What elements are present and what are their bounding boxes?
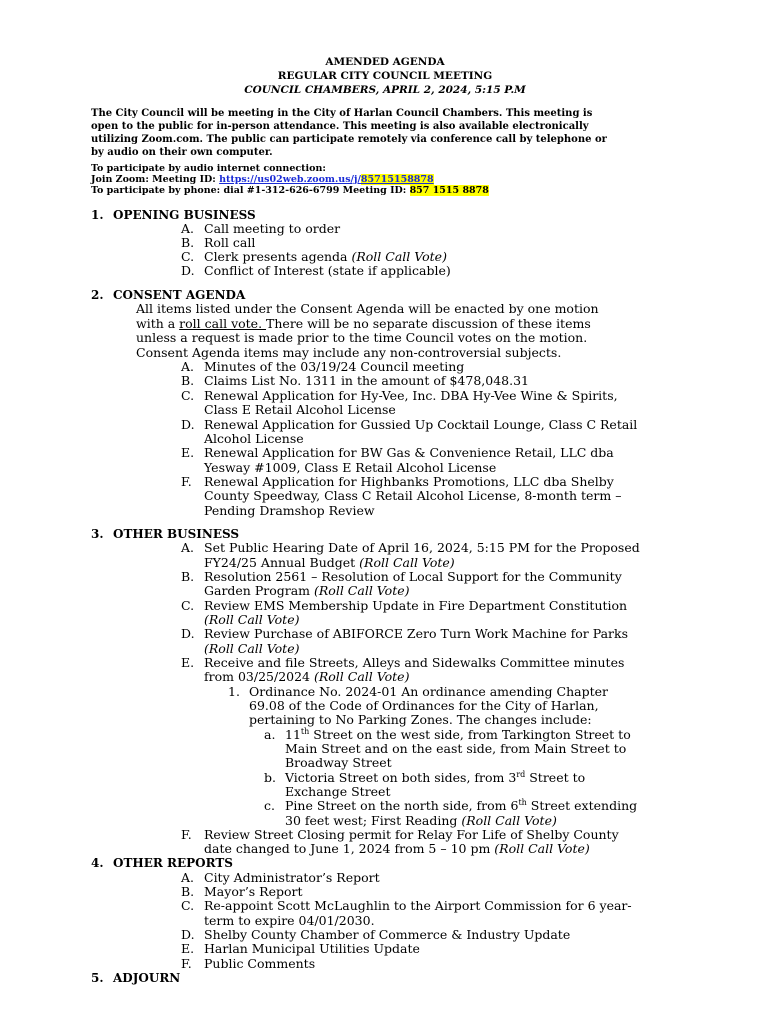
- item-letter: F.: [181, 474, 192, 489]
- item-text: Resolution 2561 – Resolution of Local Support for the Community: [204, 569, 622, 584]
- text-run: Street to: [525, 770, 586, 785]
- list-item: [181, 957, 315, 971]
- section-opening-business: [91, 208, 256, 222]
- item-text: Claims List No. 1311 in the amount of $478,048.31: [204, 373, 529, 388]
- item-letter: F.: [181, 827, 192, 842]
- item-text: Minutes of the 03/19/24 Council meeting: [204, 359, 465, 374]
- item-text: Call meeting to order: [204, 221, 341, 236]
- section-number: 5.: [91, 971, 104, 985]
- list-item: [181, 264, 451, 278]
- text-run: Pine Street on the north side, from 6: [285, 798, 519, 813]
- item-text: Re-appoint Scott McLaughlin to the Airport Commission for 6 year-: [204, 898, 632, 913]
- text-run: Garden Program: [204, 583, 315, 598]
- item-letter: 1.: [228, 684, 240, 699]
- item-letter: A.: [181, 540, 195, 555]
- item-continuation: [204, 842, 590, 856]
- text-run: date changed to June 1, 2024 from 5 – 10 pm: [204, 841, 495, 856]
- item-text: Review Street Closing permit for Relay For Life of Shelby County: [204, 827, 619, 842]
- item-letter: B.: [181, 884, 195, 899]
- item-continuation: County Speedway, Class C Retail Alcohol License, 8-month term –: [204, 488, 622, 503]
- item-continuation: term to expire 04/01/2030.: [204, 913, 375, 928]
- item-continuation: pertaining to No Parking Zones. The changes include:: [249, 712, 592, 727]
- item-letter: B.: [181, 235, 195, 250]
- section-number: 2.: [91, 288, 104, 302]
- item-continuation: [204, 584, 410, 598]
- intro-line: The City Council will be meeting in the City of Harlan Council Chambers. This meeting is: [91, 108, 593, 119]
- phone-meeting-id: 857 1515 8878: [409, 185, 489, 196]
- item-letter: E.: [181, 941, 195, 956]
- item-text: City Administrator’s Report: [204, 870, 380, 885]
- roll-call-note: (Roll Call Vote): [204, 612, 300, 627]
- item-text: Mayor’s Report: [204, 884, 303, 899]
- ordinal-suffix: th: [300, 726, 310, 736]
- roll-call-note: (Roll Call Vote): [204, 641, 300, 656]
- item-text: Roll call: [204, 235, 256, 250]
- intro-line: by audio on their own computer.: [91, 147, 273, 158]
- item-letter: B.: [181, 373, 195, 388]
- item-letter: C.: [181, 898, 195, 913]
- list-item: [181, 541, 640, 555]
- section-title: OTHER BUSINESS: [113, 527, 240, 541]
- zoom-link-id[interactable]: 85715158878: [360, 174, 434, 185]
- item-letter: A.: [181, 870, 195, 885]
- item-letter: C.: [181, 388, 195, 403]
- item-continuation: Yesway #1009, Class E Retail Alcohol License: [204, 460, 497, 475]
- roll-call-note: (Roll Call Vote): [494, 841, 590, 856]
- audio-label: To participate by audio internet connection:: [91, 163, 326, 174]
- list-item: [181, 374, 529, 388]
- zoom-join-line: [91, 174, 711, 185]
- item-continuation: Main Street and on the east side, from Main Street to: [285, 741, 627, 756]
- zoom-link-prefix[interactable]: https://us02web.zoom.us/j/: [219, 174, 361, 185]
- item-continuation: Alcohol License: [204, 431, 304, 446]
- zoom-link[interactable]: [219, 174, 434, 185]
- item-text: Harlan Municipal Utilities Update: [204, 941, 420, 956]
- section-title: CONSENT AGENDA: [113, 288, 246, 302]
- roll-call-note: (Roll Call Vote): [351, 249, 447, 264]
- underlined-text: roll call vote.: [179, 316, 267, 331]
- join-label: Join Zoom: Meeting ID:: [91, 174, 220, 185]
- roll-call-note: (Roll Call Vote): [313, 669, 410, 684]
- intro-line: utilizing Zoom.com. The public can participate remotely via conference call by telephone or: [91, 134, 607, 145]
- ordinal-suffix: rd: [516, 769, 526, 779]
- item-text: Clerk presents agenda: [204, 249, 352, 264]
- item-letter: E.: [181, 655, 195, 670]
- section-adjourn: [91, 971, 180, 985]
- item-continuation: 69.08 of the Code of Ordinances for the City of Harlan,: [249, 698, 599, 713]
- item-text: Renewal Application for Highbanks Promotions, LLC dba Shelby: [204, 474, 614, 489]
- item-text: Renewal Application for Hy-Vee, Inc. DBA Hy-Vee Wine & Spirits,: [204, 388, 618, 403]
- section-title: OPENING BUSINESS: [113, 208, 256, 222]
- text-run: 11: [285, 727, 301, 742]
- text-run: There will be no separate discussion of these items: [266, 316, 591, 331]
- consent-paragraph-line: unless a request is made prior to the time Council votes on the motion.: [136, 330, 588, 345]
- consent-paragraph-line: All items listed under the Consent Agenda will be enacted by one motion: [136, 301, 599, 316]
- phone-label: To participate by phone: dial #1-312-626-6799 Meeting ID:: [91, 185, 410, 196]
- item-text: Ordinance No. 2024-01 An ordinance amending Chapter: [249, 684, 608, 699]
- list-item: [181, 942, 420, 956]
- text-run: with a: [136, 316, 180, 331]
- item-letter: D.: [181, 417, 195, 432]
- roll-call-note: (Roll Call Vote): [359, 555, 455, 570]
- phone-line: [91, 185, 711, 196]
- item-text: Review EMS Membership Update in Fire Department Constitution: [204, 598, 628, 613]
- intro-line: open to the public for in-person attendance. This meeting is also available electronically: [91, 121, 589, 132]
- item-continuation: Class E Retail Alcohol License: [204, 402, 396, 417]
- list-item: [181, 446, 614, 460]
- header-title: AMENDED AGENDA: [325, 56, 445, 68]
- section-consent-agenda: [91, 288, 245, 302]
- section-title: OTHER REPORTS: [113, 856, 233, 870]
- item-letter: D.: [181, 927, 195, 942]
- item-continuation: [204, 670, 409, 684]
- item-letter: A.: [181, 359, 195, 374]
- item-letter: A.: [181, 221, 195, 236]
- header-date: COUNCIL CHAMBERS, APRIL 2, 2024, 5:15 P.M: [244, 84, 526, 96]
- zoom-info: [91, 163, 711, 196]
- section-other-business: [91, 527, 239, 541]
- item-letter: E.: [181, 445, 195, 460]
- text-run: FY24/25 Annual Budget: [204, 555, 360, 570]
- text-run: 30 feet west; First Reading: [285, 813, 462, 828]
- roll-call-note: (Roll Call Vote): [461, 813, 557, 828]
- item-text: Renewal Application for Gussied Up Cocktail Lounge, Class C Retail: [204, 417, 638, 432]
- intro-paragraph: [91, 107, 711, 159]
- text-run: Street extending: [526, 798, 638, 813]
- item-text: Renewal Application for BW Gas & Convenience Retail, LLC dba: [204, 445, 614, 460]
- text-run: Street on the west side, from Tarkington Street to: [309, 727, 631, 742]
- item-letter: F.: [181, 956, 192, 971]
- section-title: ADJOURN: [113, 971, 181, 985]
- section-other-reports: [91, 856, 233, 870]
- item-letter: D.: [181, 626, 195, 641]
- ordinal-suffix: th: [518, 797, 527, 807]
- item-continuation: Exchange Street: [285, 784, 391, 799]
- roll-call-note: (Roll Call Vote): [314, 583, 410, 598]
- item-letter: C.: [181, 249, 195, 264]
- item-text: Public Comments: [204, 956, 316, 971]
- item-letter: D.: [181, 263, 195, 278]
- item-text: Set Public Hearing Date of April 16, 2024, 5:15 PM for the Proposed: [204, 540, 640, 555]
- ordinance-change: [264, 799, 637, 813]
- list-item: [181, 627, 628, 641]
- item-letter: C.: [181, 598, 195, 613]
- section-number: 3.: [91, 527, 104, 541]
- list-item: [181, 899, 632, 913]
- text-run: from 03/25/2024: [204, 669, 314, 684]
- item-letter: c.: [264, 798, 275, 813]
- section-number: 4.: [91, 856, 104, 870]
- section-number: 1.: [91, 208, 104, 222]
- item-text: Shelby County Chamber of Commerce & Industry Update: [204, 927, 571, 942]
- text-run: Victoria Street on both sides, from 3: [285, 770, 517, 785]
- item-text: Conflict of Interest (state if applicable): [204, 263, 451, 278]
- consent-paragraph-line: Consent Agenda items may include any non-controversial subjects.: [136, 345, 562, 360]
- item-text: Review Purchase of ABIFORCE Zero Turn Work Machine for Parks: [204, 626, 629, 641]
- header-meeting: REGULAR CITY COUNCIL MEETING: [277, 70, 493, 82]
- item-text: Receive and file Streets, Alleys and Sidewalks Committee minutes: [204, 655, 625, 670]
- item-letter: b.: [264, 770, 276, 785]
- item-letter: a.: [264, 727, 276, 742]
- item-continuation: Broadway Street: [285, 755, 392, 770]
- item-letter: B.: [181, 569, 195, 584]
- item-continuation: Pending Dramshop Review: [204, 503, 375, 518]
